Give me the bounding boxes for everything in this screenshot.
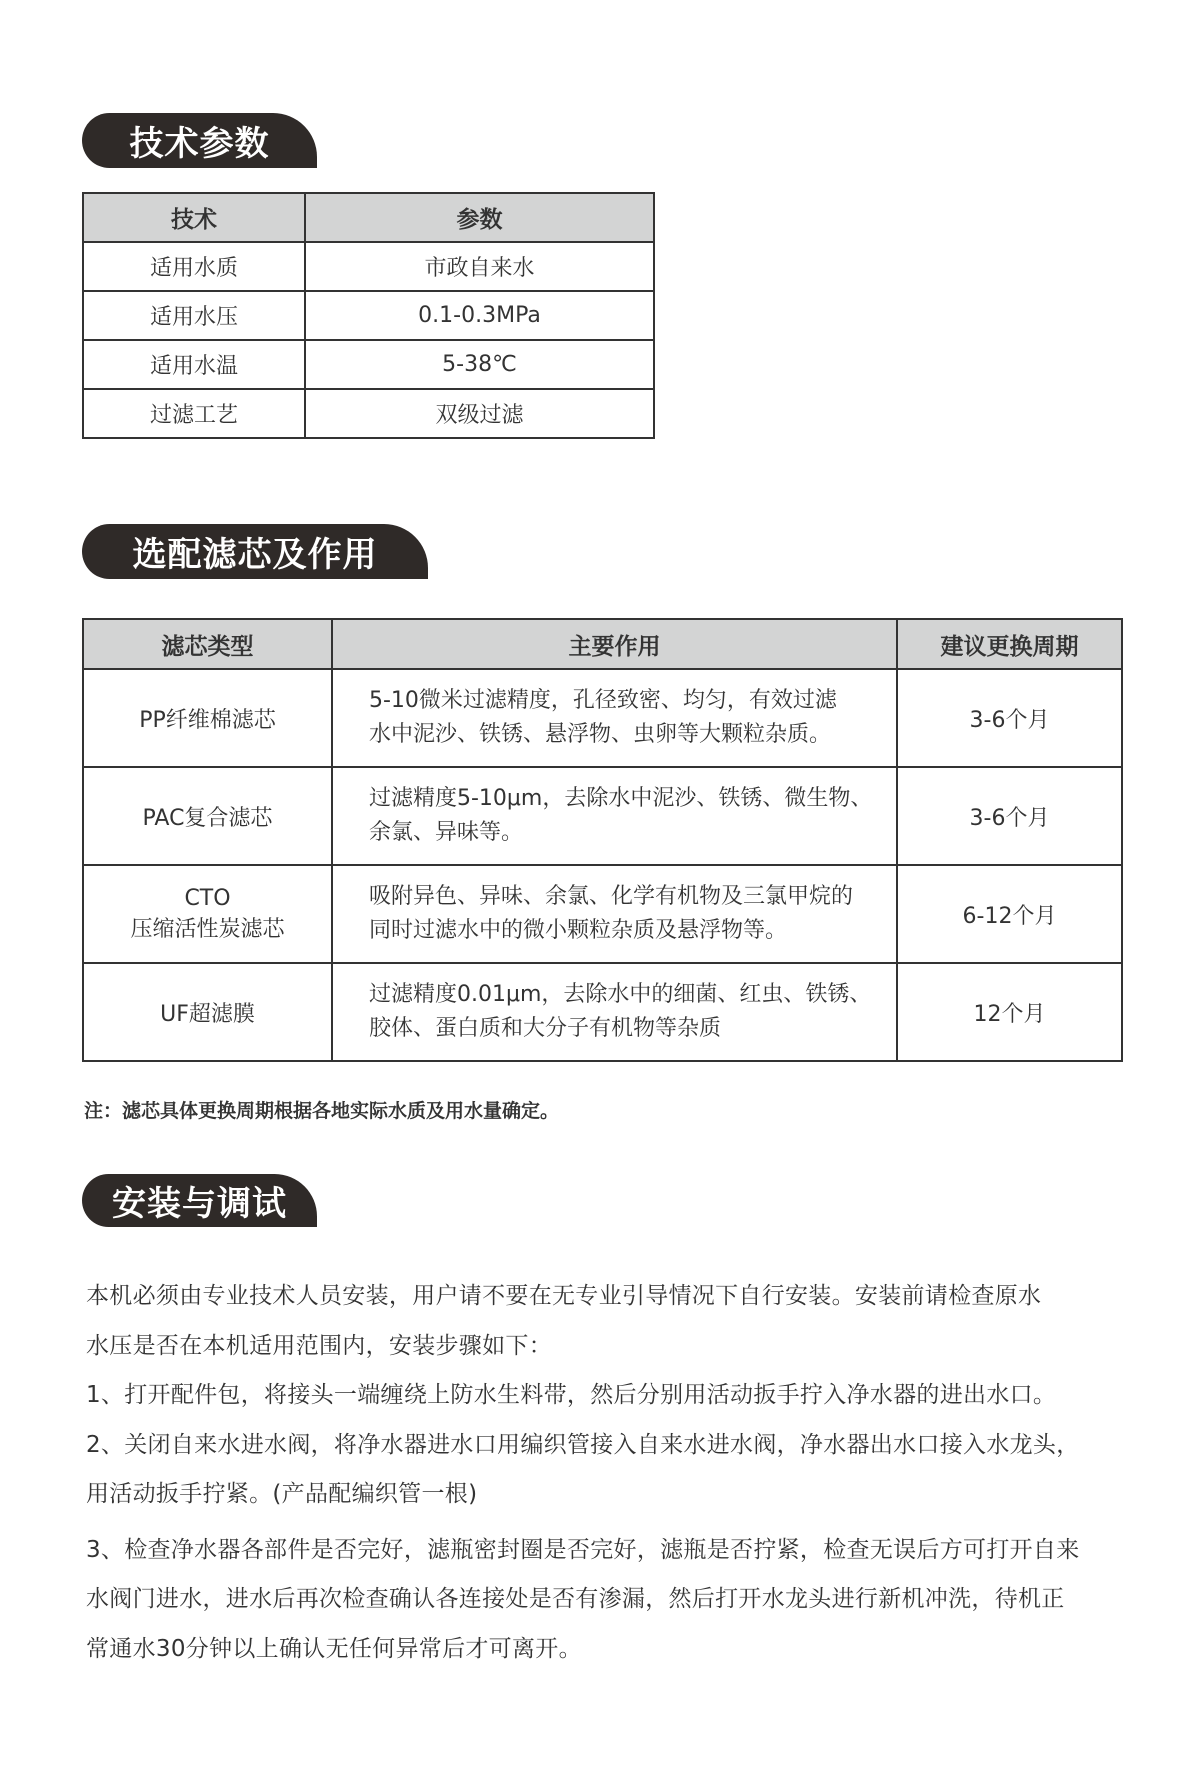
cell-tech: 适用水压 <box>83 291 305 340</box>
tech-table <box>82 192 655 439</box>
desc-line: 吸附异色、异味、余氯、化学有机物及三氯甲烷的 <box>369 884 854 909</box>
section-title-tech: 技术参数 <box>82 113 317 168</box>
table-row <box>83 865 1122 963</box>
cell-type <box>83 963 332 1061</box>
type-line: PAC复合滤芯 <box>142 805 273 831</box>
text-line: 水压是否在本机适用范围内，安装步骤如下： <box>86 1332 552 1359</box>
text-line: 常通水30分钟以上确认无任何异常后才可离开。 <box>86 1635 582 1662</box>
install-instructions <box>86 1276 1166 1678</box>
cell-period: 3-6个月 <box>897 767 1122 865</box>
table-row <box>83 963 1122 1061</box>
text-line: 用活动扳手拧紧。(产品配编织管一根) <box>86 1481 478 1507</box>
desc-line: 过滤精度5-10μm，去除水中泥沙、铁锈、微生物、 <box>369 786 873 811</box>
table-row <box>83 669 1122 767</box>
cell-param: 市政自来水 <box>305 242 654 291</box>
cell-type <box>83 767 332 865</box>
table-row <box>83 340 654 389</box>
header-function: 主要作用 <box>332 619 897 669</box>
cell-type <box>83 669 332 767</box>
footnote: 注：滤芯具体更换周期根据各地实际水质及用水量确定。 <box>84 1100 560 1122</box>
header-param: 参数 <box>305 193 654 242</box>
cell-param: 双级过滤 <box>305 389 654 438</box>
table-row <box>83 389 654 438</box>
header-period: 建议更换周期 <box>897 619 1122 669</box>
desc-line: 过滤精度0.01μm，去除水中的细菌、红虫、铁锈、 <box>369 982 872 1007</box>
header-type: 滤芯类型 <box>83 619 332 669</box>
text-line: 本机必须由专业技术人员安装，用户请不要在无专业引导情况下自行安装。安装前请检查原水 <box>86 1283 1042 1309</box>
text-line: 水阀门进水，进水后再次检查确认各连接处是否有渗漏，然后打开水龙头进行新机冲洗，待机正 <box>86 1586 1065 1612</box>
desc-line: 5-10微米过滤精度，孔径致密、均匀，有效过滤 <box>369 688 837 713</box>
type-line: CTO <box>184 886 231 911</box>
section-title-install: 安装与调试 <box>82 1174 317 1227</box>
section-title-filters: 选配滤芯及作用 <box>82 524 428 579</box>
cell-period: 6-12个月 <box>897 865 1122 963</box>
text-line: 2、关闭自来水进水阀，将净水器进水口用编织管接入自来水进水阀，净水器出水口接入水龙头， <box>86 1431 1080 1458</box>
desc-line: 水中泥沙、铁锈、悬浮物、虫卵等大颗粒杂质。 <box>369 722 832 747</box>
cell-period: 3-6个月 <box>897 669 1122 767</box>
text-line: 1、打开配件包，将接头一端缠绕上防水生料带，然后分别用活动扳手拧入净水器的进出水口。 <box>86 1382 1057 1408</box>
text-line: 3、检查净水器各部件是否完好，滤瓶密封圈是否完好，滤瓶是否拧紧，检查无误后方可打开自来 <box>86 1536 1080 1563</box>
desc-line: 余氯、异味等。 <box>369 820 524 845</box>
table-row <box>83 242 654 291</box>
desc-line: 胶体、蛋白质和大分子有机物等杂质 <box>369 1016 722 1041</box>
cell-tech: 过滤工艺 <box>83 389 305 438</box>
type-line: UF超滤膜 <box>160 1001 255 1027</box>
type-line: 压缩活性炭滤芯 <box>130 917 285 942</box>
table-header-row <box>83 193 654 242</box>
desc-line: 同时过滤水中的微小颗粒杂质及悬浮物等。 <box>369 918 788 943</box>
table-header-row <box>83 619 1122 669</box>
cell-param: 5-38℃ <box>305 340 654 389</box>
cell-function <box>332 963 897 1061</box>
cell-function <box>332 669 897 767</box>
cell-period: 12个月 <box>897 963 1122 1061</box>
cell-function <box>332 767 897 865</box>
header-tech: 技术 <box>83 193 305 242</box>
cell-type <box>83 865 332 963</box>
cell-function <box>332 865 897 963</box>
table-row <box>83 767 1122 865</box>
cell-param: 0.1-0.3MPa <box>305 291 654 340</box>
filter-table <box>82 618 1123 1062</box>
table-row <box>83 291 654 340</box>
cell-tech: 适用水温 <box>83 340 305 389</box>
type-line: PP纤维棉滤芯 <box>139 707 276 733</box>
cell-tech: 适用水质 <box>83 242 305 291</box>
